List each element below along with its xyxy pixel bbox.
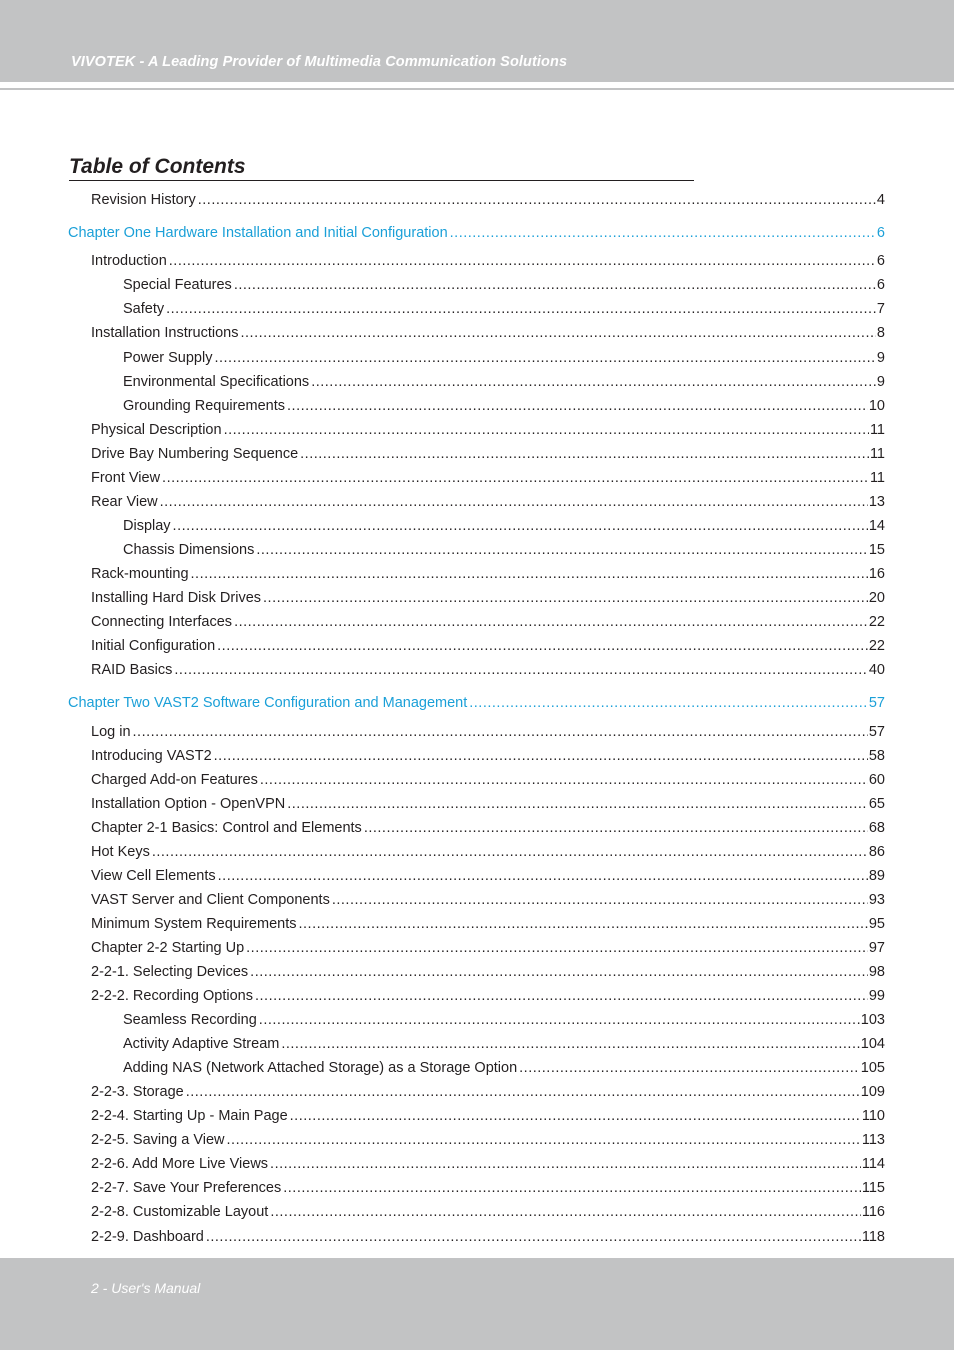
toc-entry[interactable]	[91, 493, 885, 511]
toc-entry-label: Power Supply	[123, 350, 213, 366]
toc-entry-page-number: 6	[876, 225, 885, 241]
toc-dot-leader	[241, 324, 876, 342]
toc-entry-label: Physical Description	[91, 422, 222, 438]
toc-entry-page-number: 116	[861, 1204, 885, 1220]
toc-entry[interactable]	[91, 1155, 885, 1173]
toc-entry[interactable]	[91, 747, 885, 765]
toc-entry[interactable]	[91, 565, 885, 583]
toc-entry-label: Seamless Recording	[123, 1012, 257, 1028]
toc-entry-label: Safety	[123, 301, 165, 317]
toc-entry-label: Installation Instructions	[91, 325, 239, 341]
toc-entry-page-number: 14	[868, 518, 885, 534]
toc-dot-leader	[198, 191, 876, 209]
toc-dot-leader	[234, 276, 876, 294]
toc-entry-page-number: 9	[876, 374, 885, 390]
header-divider	[0, 88, 954, 90]
toc-entry-page-number: 65	[868, 796, 885, 812]
toc-dot-leader	[287, 795, 868, 813]
toc-entry-label: Grounding Requirements	[123, 398, 286, 414]
toc-entry-page-number: 13	[868, 494, 885, 510]
toc-entry-label: Charged Add-on Features	[91, 772, 258, 788]
toc-dot-leader	[469, 694, 868, 712]
toc-entry[interactable]	[91, 324, 885, 342]
toc-entry-label: 2-2-3. Storage	[91, 1084, 184, 1100]
toc-entry-label: Revision History	[91, 192, 196, 208]
toc-entry[interactable]	[91, 963, 885, 981]
toc-entry-label: Installation Option - OpenVPN	[91, 796, 286, 812]
toc-entry-label: Display	[123, 518, 171, 534]
toc-dot-leader	[332, 891, 868, 909]
toc-entry-label: Hot Keys	[91, 844, 150, 860]
toc-dot-leader	[290, 1107, 861, 1125]
toc-dot-leader	[234, 613, 868, 631]
toc-dot-leader	[250, 963, 868, 981]
toc-entry-label: Adding NAS (Network Attached Storage) as a Storage Option	[123, 1060, 518, 1076]
toc-dot-leader	[287, 397, 868, 415]
toc-dot-leader	[519, 1059, 860, 1077]
toc-entry[interactable]	[91, 891, 885, 909]
toc-entry-page-number: 11	[869, 470, 885, 486]
toc-entry-label: Rack-mounting	[91, 566, 189, 582]
toc-entry-page-number: 93	[868, 892, 885, 908]
toc-entry[interactable]	[123, 541, 885, 559]
toc-dot-leader	[256, 541, 868, 559]
toc-dot-leader	[281, 1035, 859, 1053]
toc-dot-leader	[364, 819, 868, 837]
toc-dot-leader	[311, 373, 876, 391]
toc-entry-page-number: 22	[868, 614, 885, 630]
toc-entry[interactable]	[91, 445, 885, 463]
toc-dot-leader	[218, 867, 868, 885]
toc-dot-leader	[169, 252, 876, 270]
toc-entry-page-number: 57	[868, 724, 885, 740]
toc-entry[interactable]	[91, 1107, 885, 1125]
toc-dot-leader	[173, 517, 868, 535]
toc-entry-label: 2-2-4. Starting Up - Main Page	[91, 1108, 288, 1124]
toc-entry-page-number: 60	[868, 772, 885, 788]
toc-entry-label: Activity Adaptive Stream	[123, 1036, 280, 1052]
toc-entry-page-number: 97	[868, 940, 885, 956]
toc-entry-page-number: 110	[861, 1108, 885, 1124]
toc-entry[interactable]	[91, 843, 885, 861]
toc-entry-page-number: 20	[868, 590, 885, 606]
toc-chapter-entry[interactable]	[68, 224, 885, 242]
toc-entry-label: 2-2-5. Saving a View	[91, 1132, 225, 1148]
toc-entry-label: VAST Server and Client Components	[91, 892, 330, 908]
toc-entry-label: RAID Basics	[91, 662, 173, 678]
toc-entry-page-number: 8	[876, 325, 885, 341]
toc-dot-leader	[227, 1131, 861, 1149]
toc-entry[interactable]	[91, 939, 885, 957]
toc-entry[interactable]	[91, 1083, 885, 1101]
toc-entry-page-number: 11	[869, 446, 885, 462]
toc-entry-label: Special Features	[123, 277, 232, 293]
toc-dot-leader	[174, 661, 867, 679]
toc-dot-leader	[259, 1011, 860, 1029]
toc-entry[interactable]	[123, 1035, 885, 1053]
toc-entry-page-number: 103	[860, 1012, 885, 1028]
toc-dot-leader	[160, 493, 868, 511]
toc-dot-leader	[270, 1203, 861, 1221]
toc-entry-page-number: 15	[868, 542, 885, 558]
toc-entry-label: Introducing VAST2	[91, 748, 212, 764]
toc-entry-page-number: 10	[868, 398, 885, 414]
toc-entry[interactable]	[91, 1131, 885, 1149]
toc-title: Table of Contents	[69, 154, 694, 181]
toc-entry[interactable]	[91, 421, 885, 439]
toc-entry-label: 2-2-9. Dashboard	[91, 1229, 204, 1245]
page-footer	[0, 1258, 954, 1350]
toc-entry-label: Environmental Specifications	[123, 374, 310, 390]
toc-dot-leader	[450, 224, 876, 242]
toc-entry-page-number: 98	[868, 964, 885, 980]
toc-entry[interactable]	[91, 191, 885, 209]
toc-dot-leader	[214, 747, 868, 765]
toc-entry[interactable]	[91, 637, 885, 655]
toc-entry[interactable]	[91, 771, 885, 789]
toc-entry-page-number: 89	[868, 868, 885, 884]
toc-entry-label: Front View	[91, 470, 161, 486]
toc-entry[interactable]	[123, 517, 885, 535]
toc-entry-label: Rear View	[91, 494, 158, 510]
toc-dot-leader	[283, 1179, 861, 1197]
toc-dot-leader	[133, 723, 868, 741]
toc-entry[interactable]	[123, 1059, 885, 1077]
toc-entry-page-number: 9	[876, 350, 885, 366]
toc-dot-leader	[260, 771, 868, 789]
toc-dot-leader	[162, 469, 869, 487]
footer-page-label: 2 - User's Manual	[91, 1280, 201, 1296]
toc-entry-page-number: 99	[868, 988, 885, 1004]
toc-dot-leader	[214, 349, 875, 367]
toc-entry[interactable]	[123, 300, 885, 318]
toc-entry-label: Chapter Two VAST2 Software Configuration and Management	[68, 695, 468, 711]
toc-entry-label: Log in	[91, 724, 131, 740]
toc-entry-page-number: 11	[869, 422, 885, 438]
toc-entry-label: Drive Bay Numbering Sequence	[91, 446, 299, 462]
toc-entry-page-number: 68	[868, 820, 885, 836]
toc-entry-label: Initial Configuration	[91, 638, 216, 654]
toc-dot-leader	[246, 939, 868, 957]
toc-entry[interactable]	[91, 987, 885, 1005]
toc-entry-label: Chassis Dimensions	[123, 542, 255, 558]
toc-entry[interactable]	[123, 276, 885, 294]
toc-entry-page-number: 6	[876, 253, 885, 269]
toc-dot-leader	[224, 421, 869, 439]
toc-entry-label: 2-2-7. Save Your Preferences	[91, 1180, 282, 1196]
toc-dot-leader	[152, 843, 868, 861]
toc-entry-page-number: 115	[861, 1180, 885, 1196]
toc-entry-page-number: 16	[868, 566, 885, 582]
toc-entry[interactable]	[91, 1179, 885, 1197]
toc-chapter-entry[interactable]	[68, 694, 885, 712]
toc-entry-page-number: 4	[876, 192, 885, 208]
toc-entry-label: 2-2-8. Customizable Layout	[91, 1204, 269, 1220]
toc-entry-label: Connecting Interfaces	[91, 614, 233, 630]
toc-entry[interactable]	[91, 723, 885, 741]
toc-dot-leader	[300, 445, 869, 463]
toc-entry-label: Chapter 2-2 Starting Up	[91, 940, 245, 956]
toc-entry[interactable]	[123, 373, 885, 391]
toc-entry-label: 2-2-2. Recording Options	[91, 988, 253, 1004]
toc-entry[interactable]	[91, 795, 885, 813]
toc-dot-leader	[217, 637, 868, 655]
toc-dot-leader	[298, 915, 867, 933]
toc-entry-label: 2-2-6. Add More Live Views	[91, 1156, 269, 1172]
toc-entry[interactable]	[91, 661, 885, 679]
toc-entry-page-number: 109	[860, 1084, 885, 1100]
toc-entry-page-number: 6	[876, 277, 885, 293]
header-tagline: VIVOTEK - A Leading Provider of Multimedia Communication Solutions	[71, 54, 568, 70]
toc-entry[interactable]	[91, 867, 885, 885]
toc-entry-page-number: 114	[861, 1156, 885, 1172]
toc-dot-leader	[186, 1083, 860, 1101]
toc-entry-label: Chapter 2-1 Basics: Control and Elements	[91, 820, 362, 836]
toc-entry[interactable]	[91, 915, 885, 933]
toc-dot-leader	[191, 565, 868, 583]
toc-entry[interactable]	[91, 613, 885, 631]
toc-entry-page-number: 57	[868, 695, 885, 711]
toc-entry-label: 2-2-1. Selecting Devices	[91, 964, 249, 980]
toc-dot-leader	[255, 987, 868, 1005]
toc-dot-leader	[206, 1228, 861, 1246]
toc-entry-page-number: 104	[860, 1036, 885, 1052]
toc-entry-label: View Cell Elements	[91, 868, 216, 884]
toc-entry-label: Chapter One Hardware Installation and Initial Configuration	[68, 225, 448, 241]
toc-entry[interactable]	[91, 1203, 885, 1221]
toc-entry-page-number: 95	[868, 916, 885, 932]
toc-entry[interactable]	[91, 469, 885, 487]
toc-entry[interactable]	[123, 349, 885, 367]
toc-entry[interactable]	[91, 1228, 885, 1246]
toc-dot-leader	[270, 1155, 861, 1173]
toc-dot-leader	[166, 300, 876, 318]
toc-entry-label: Installing Hard Disk Drives	[91, 590, 262, 606]
toc-entry-page-number: 105	[860, 1060, 885, 1076]
toc-entry-page-number: 7	[876, 301, 885, 317]
toc-entry-page-number: 40	[868, 662, 885, 678]
toc-entry[interactable]	[91, 589, 885, 607]
toc-dot-leader	[263, 589, 868, 607]
toc-entry-label: Minimum System Requirements	[91, 916, 297, 932]
toc-entry-page-number: 118	[861, 1229, 885, 1245]
toc-entry-page-number: 113	[861, 1132, 885, 1148]
toc-entry-label: Introduction	[91, 253, 167, 269]
toc-entry-page-number: 22	[868, 638, 885, 654]
toc-entry[interactable]	[91, 252, 885, 270]
toc-entry[interactable]	[123, 397, 885, 415]
toc-entry-page-number: 58	[868, 748, 885, 764]
toc-entry[interactable]	[123, 1011, 885, 1029]
toc-entry[interactable]	[91, 819, 885, 837]
toc-entry-page-number: 86	[868, 844, 885, 860]
